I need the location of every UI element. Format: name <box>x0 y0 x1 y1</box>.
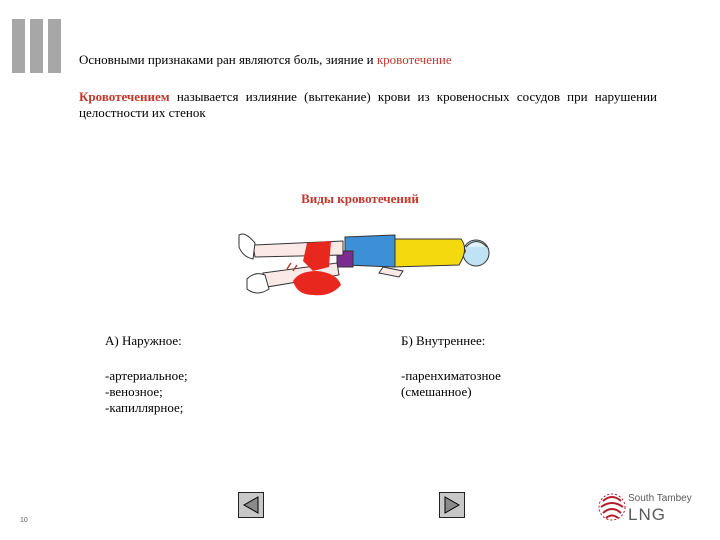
list-item: -паренхиматозное <box>401 368 501 383</box>
list-item: (смешанное) <box>401 384 472 399</box>
types-title: Виды кровотечений <box>301 191 419 206</box>
previous-slide-button[interactable] <box>238 492 264 518</box>
deco-bar-2 <box>30 19 43 73</box>
external-bleeding-heading: А) Наружное: <box>105 333 182 348</box>
internal-bleeding-heading: Б) Внутреннее: <box>401 333 486 348</box>
definition-term: Кровотечением <box>79 89 170 104</box>
logo-line2: LNG <box>628 505 666 524</box>
next-slide-button[interactable] <box>439 492 465 518</box>
definition-text: называется излияние (вытекание) крови из кровеносных сосудов при нарушении целостности их стенок <box>79 89 657 120</box>
deco-bar-3 <box>48 19 61 73</box>
definition-paragraph <box>79 89 657 121</box>
triangle-left-icon <box>239 493 263 517</box>
injured-person-illustration <box>233 227 495 303</box>
list-item: -артериальное; <box>105 368 188 383</box>
external-bleeding-list <box>105 368 188 416</box>
page-number: 10 <box>20 517 28 524</box>
triangle-right-icon <box>440 493 464 517</box>
list-item: -венозное; <box>105 384 163 399</box>
south-tambey-logo-icon <box>597 491 627 523</box>
deco-bar-1 <box>12 19 25 73</box>
intro-prefix: Основными признаками ран являются боль, зияние и <box>79 52 377 67</box>
internal-bleeding-list <box>401 368 501 400</box>
intro-line <box>79 52 699 68</box>
intro-highlight: кровотечение <box>376 52 452 67</box>
logo-line1: South Tambey <box>628 493 692 504</box>
list-item: -капиллярное; <box>105 400 184 415</box>
